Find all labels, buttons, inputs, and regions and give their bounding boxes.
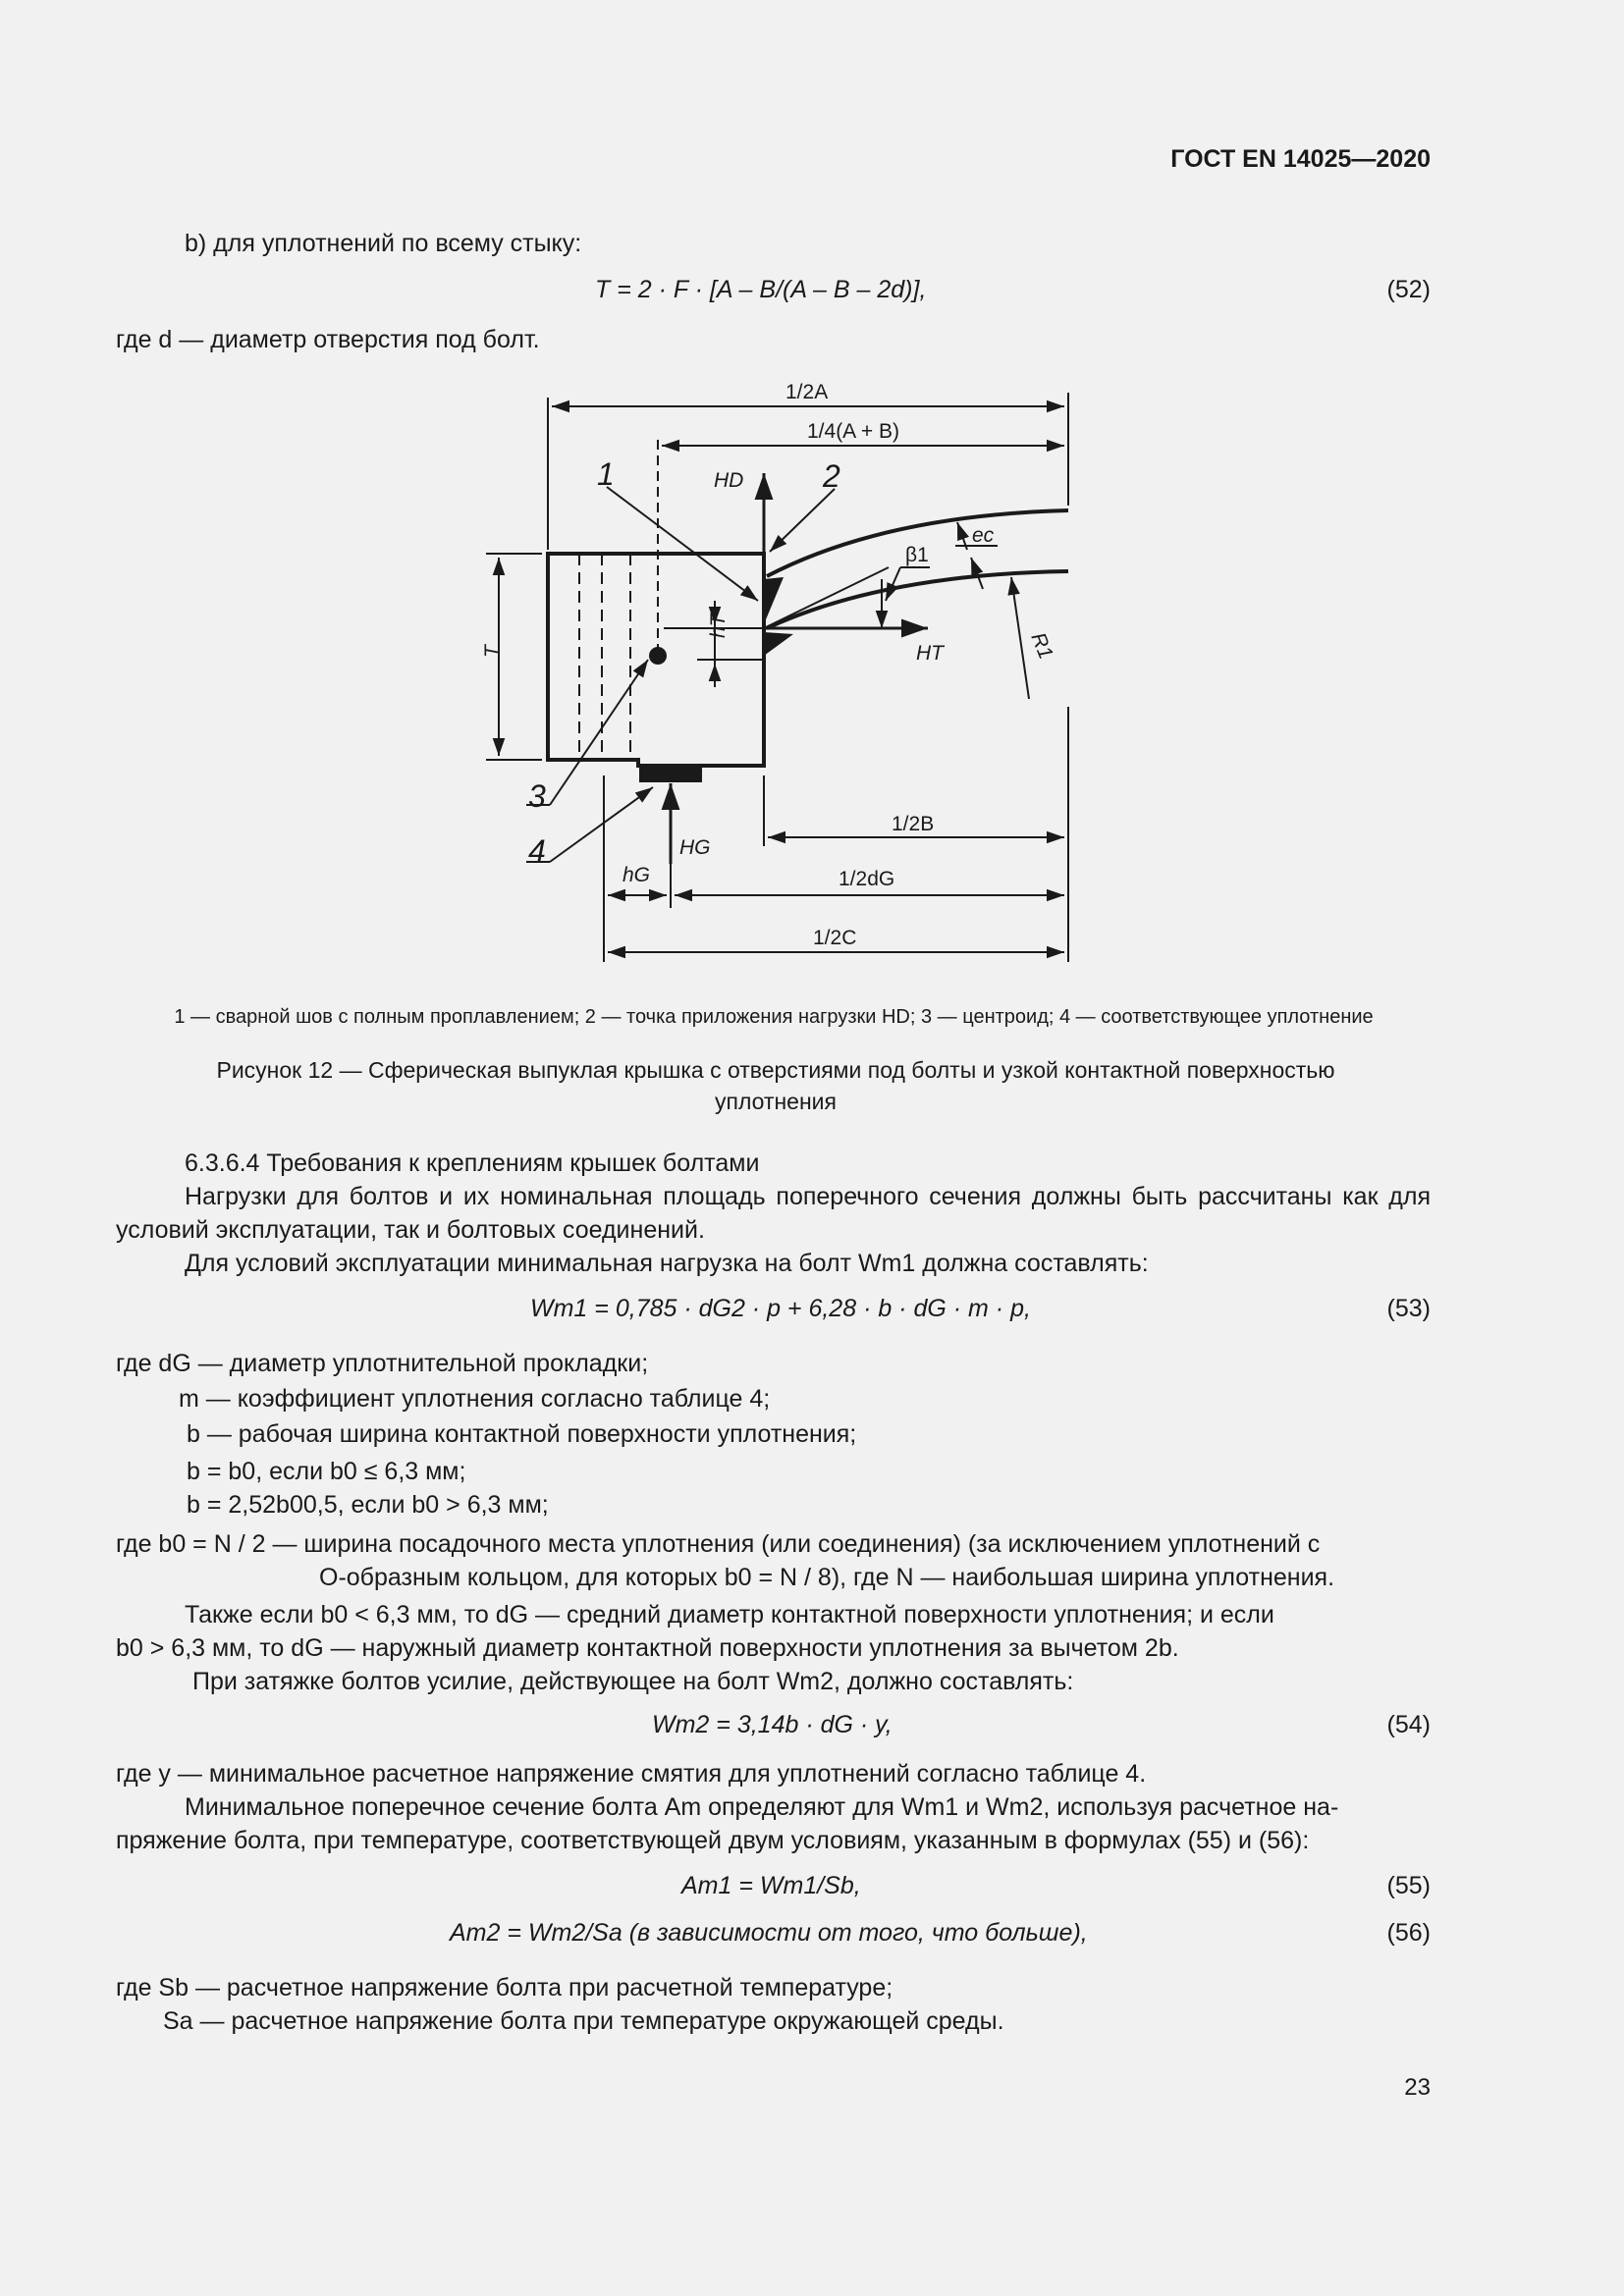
where-d: где d — диаметр отверстия под болт. xyxy=(116,326,540,353)
b-case-2: b = 2,52b00,5, если b0 > 6,3 мм; xyxy=(187,1491,549,1519)
item-number-1: 1 xyxy=(597,456,615,492)
label-HT: HT xyxy=(916,642,944,665)
where-dG: где dG — диаметр уплотнительной прокладки; xyxy=(116,1350,649,1377)
label-half-C: 1/2C xyxy=(813,927,857,949)
figure-12-diagram xyxy=(0,0,1624,982)
label-HG: HG xyxy=(679,836,711,859)
label-beta1: β1 xyxy=(905,544,929,566)
centroid xyxy=(649,647,667,665)
equation-53: Wm1 = 0,785 · dG2 · p + 6,28 · b · dG · m · p, xyxy=(530,1295,1031,1322)
label-HD: HD xyxy=(714,469,744,492)
where-b: b — рабочая ширина контактной поверхности уплотнения; xyxy=(187,1420,857,1448)
leader-3 xyxy=(550,660,648,805)
b-case-1: b = b0, если b0 ≤ 6,3 мм; xyxy=(187,1458,466,1485)
label-hG: hG xyxy=(623,864,651,886)
label-T: T xyxy=(481,645,504,658)
gasket xyxy=(639,766,702,782)
paragraph-6-line1: Минимальное поперечное сечение болта Am определяют для Wm1 и Wm2, используя расчетное на- xyxy=(185,1793,1339,1821)
figure-legend: 1 — сварной шов с полным проплавлением; 2 — точка приложения нагрузки HD; 3 — центроид; 4 — соответствующее уплотнение xyxy=(174,1006,1374,1028)
label-hT: hT xyxy=(707,614,730,638)
where-b0-line2: О-образным кольцом, для которых b0 = N / 8), где N — наибольшая ширина уплотнения. xyxy=(319,1564,1335,1591)
equation-54-number: (54) xyxy=(1386,1711,1431,1738)
weld-seam xyxy=(764,632,793,656)
equation-54: Wm2 = 3,14b · dG · y, xyxy=(652,1711,893,1738)
label-half-dG: 1/2dG xyxy=(839,868,895,890)
label-quarter-AB: 1/4(A + B) xyxy=(807,420,899,443)
equation-56-number: (56) xyxy=(1386,1919,1431,1947)
paragraph-4: При затяжке болтов усилие, действующее на болт Wm2, должно составлять: xyxy=(192,1668,1074,1695)
document-id: ГОСТ EN 14025—2020 xyxy=(1170,145,1431,173)
section-heading: 6.3.6.4 Требования к креплениям крышек болтами xyxy=(185,1149,760,1177)
page-number: 23 xyxy=(1404,2074,1431,2101)
paragraph-3-line1: Также если b0 < 6,3 мм, то dG — средний диаметр контактной поверхности уплотнения; и если xyxy=(185,1601,1274,1629)
paragraph-6-line2: пряжение болта, при температуре, соответствующей двум условиям, указанным в формулах (55) и (56): xyxy=(116,1827,1310,1854)
paragraph-5: где y — минимальное расчетное напряжение смятия для уплотнений согласно таблице 4. xyxy=(116,1760,1147,1788)
equation-56: Am2 = Wm2/Sa (в зависимости от того, что больше), xyxy=(450,1919,1088,1947)
equation-52: T = 2 · F · [A – B/(A – B – 2d)], xyxy=(595,276,927,303)
leader-2 xyxy=(770,489,835,552)
leader-4 xyxy=(550,787,653,862)
label-ec: ec xyxy=(972,524,995,547)
figure-caption-line1: Рисунок 12 — Сферическая выпуклая крышка с отверстиями под болты и узкой контактной поверхностью xyxy=(216,1057,1335,1083)
label-half-B: 1/2B xyxy=(892,813,935,835)
equation-53-number: (53) xyxy=(1386,1295,1431,1322)
figure-caption xyxy=(147,1054,1404,1117)
where-b0-line1: где b0 = N / 2 — ширина посадочного места уплотнения (или соединения) (за исключением уплотнений с xyxy=(116,1530,1321,1558)
paragraph-2: Для условий эксплуатации минимальная нагрузка на болт Wm1 должна составлять: xyxy=(185,1250,1149,1277)
equation-52-number: (52) xyxy=(1386,276,1431,303)
figure-caption-line2: уплотнения xyxy=(715,1089,837,1114)
where-Sa: Sa — расчетное напряжение болта при температуре окружающей среды. xyxy=(163,2007,1004,2035)
label-R1: R1 xyxy=(1026,629,1057,663)
paragraph-1: Нагрузки для болтов и их номинальная площадь поперечного сечения должны быть рассчитаны как для условий эксплуатации, так и болтовых соединений. xyxy=(116,1183,1431,1244)
label-half-A: 1/2A xyxy=(785,381,829,403)
where-Sb: где Sb — расчетное напряжение болта при расчетной температуре; xyxy=(116,1974,893,2002)
shell-inner-arc xyxy=(767,571,1068,628)
where-m: m — коэффициент уплотнения согласно таблице 4; xyxy=(179,1385,771,1413)
paragraph-3-line2: b0 > 6,3 мм, то dG — наружный диаметр контактной поверхности уплотнения за вычетом 2b. xyxy=(116,1634,1179,1662)
item-b: b) для уплотнений по всему стыку: xyxy=(185,230,582,257)
equation-55: Am1 = Wm1/Sb, xyxy=(681,1872,861,1899)
weld-seam xyxy=(764,577,784,624)
equation-55-number: (55) xyxy=(1386,1872,1431,1899)
item-number-3: 3 xyxy=(528,778,546,814)
item-number-4: 4 xyxy=(528,833,546,869)
item-number-2: 2 xyxy=(823,458,840,494)
